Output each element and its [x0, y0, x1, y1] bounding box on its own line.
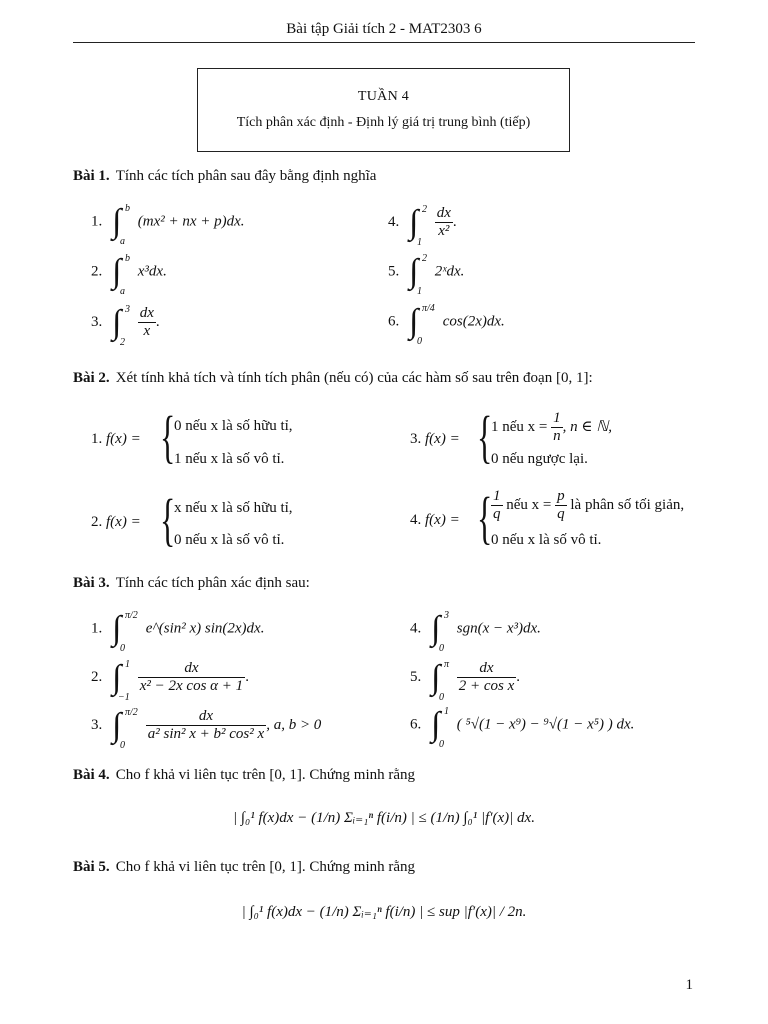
fraction: $\frac{dx}{x}$ [139, 305, 154, 340]
fraction: $\frac{dx}{\text{x²}}$ [436, 205, 451, 240]
case-1: 0 nếu x là số hữu tỉ, [174, 418, 293, 434]
b1-item-5 [388, 253, 465, 297]
upper-limit: 2 [422, 253, 427, 264]
lower-limit: 1 [417, 286, 422, 297]
integral-sign: ∫ [112, 203, 122, 240]
b3-text: Tính các tích phân xác định sau: [115, 575, 310, 591]
brace: { [160, 487, 176, 552]
integrand: x³dx. [137, 263, 167, 280]
b5-heading [73, 859, 415, 876]
integral-sign: ∫ [112, 253, 122, 290]
b1-item-4: 4. ∫ 2 1 $\frac{dx}{\text{x²}}$ . [388, 203, 457, 248]
lower-limit: 2 [120, 336, 125, 348]
b4-text: Cho f khả vi liên tục trên [0, 1]. Chứng minh rằng [115, 767, 416, 783]
b4-formula: | ∫₀¹ f(x)dx − (1/n) Σᵢ₌₁ⁿ f(i/n) | ≤ (1/n) ∫₀¹ |f′(x)| dx. [233, 810, 535, 826]
upper-limit: 2 [422, 203, 427, 215]
b1-item-1 [91, 203, 245, 247]
lower-limit: a [120, 286, 125, 297]
header-rule [73, 42, 695, 43]
integrand: (mx² + nx + p)dx. [137, 213, 245, 230]
b2-text: Xét tính khả tích và tính tích phân (nếu có) của các hàm số sau trên đoạn [0, 1]: [115, 370, 593, 386]
b5-label: Bài 5. [73, 859, 110, 875]
case-2: 0 nếu x là số vô tỉ. [174, 532, 285, 548]
integrand: 2ˣdx. [434, 263, 465, 280]
b3-item-2: 2. ∫ 1 −1 $\frac{dx}{\text{x² − 2x cos α + 1}}$ . [91, 658, 249, 703]
b1-item-3: 3. ∫ 3 2 $\frac{dx}{x}$ . [91, 303, 160, 348]
b2-item-3: 3. f(x) = [410, 431, 460, 447]
b2-heading [73, 370, 593, 387]
b3-item-3: 3. ∫ π/2 0 $\frac{dx}{\text{a² sin² x + b² cos² x}}$ , a, b > 0 [91, 706, 322, 751]
case-2: 0 nếu ngược lại. [491, 451, 588, 467]
brace: { [160, 404, 176, 469]
b3-item-4: 4. ∫ 3 0 sgn(x − x³)dx. [410, 610, 541, 654]
b3-label: Bài 3. [73, 575, 110, 591]
integral-sign: ∫ [409, 203, 419, 241]
item-number: 4. [388, 214, 400, 231]
upper-limit: 3 [125, 303, 130, 315]
b3-item-5: 5. ∫ π 0 $\frac{dx}{\text{2 + cos x}}$ . [410, 658, 521, 703]
page-header: Bài tập Giải tích 2 - MAT2303 6 [286, 21, 482, 37]
integral-sign: ∫ [409, 253, 419, 290]
b4-heading [73, 767, 415, 784]
item-number: 3. [91, 314, 103, 331]
brace: { [477, 404, 493, 469]
b1-heading [73, 168, 376, 185]
case-2: 0 nếu x là số vô tỉ. [491, 532, 602, 548]
b2-label: Bài 2. [73, 370, 110, 386]
lower-limit: a [120, 236, 125, 247]
b2-item-2: 2. f(x) = [91, 514, 141, 530]
b5-text: Cho f khả vi liên tục trên [0, 1]. Chứng minh rằng [115, 859, 416, 875]
lower-limit: 0 [417, 336, 422, 347]
b3-item-6: 6. ∫ 1 0 ( ⁵√(1 − x⁹) − ⁹√(1 − x⁵) ) dx. [410, 706, 635, 750]
item-number: 5. [388, 263, 400, 280]
integrand: cos(2x)dx. [442, 313, 505, 330]
title-box [197, 68, 570, 152]
case-1: 1 nếu x = $\frac{1}{n}$ , n ∈ ℕ, [491, 410, 612, 445]
b2-item-4: 4. f(x) = [410, 512, 460, 528]
upper-limit: π/4 [422, 303, 435, 314]
brace: { [477, 485, 493, 550]
b4-label: Bài 4. [73, 767, 110, 783]
lower-limit: 1 [417, 236, 422, 248]
upper-limit: b [125, 203, 130, 214]
case-2: 1 nếu x là số vô tỉ. [174, 451, 285, 467]
b1-text: Tính các tích phân sau đây bằng định nghĩa [115, 168, 377, 184]
topic-title: Tích phân xác định - Định lý giá trị trung bình (tiếp) [236, 115, 531, 130]
integral-sign: ∫ [112, 303, 122, 341]
upper-limit: b [125, 253, 130, 264]
case-1: x nếu x là số hữu tỉ, [174, 500, 293, 516]
b2-item-1: 1. f(x) = [91, 431, 141, 447]
item-number: 6. [388, 313, 400, 330]
b1-label: Bài 1. [73, 168, 110, 184]
page-number: 1 [685, 977, 693, 993]
b3-item-1: 1. ∫ π/2 0 e^(sin² x) sin(2x)dx. [91, 610, 265, 654]
item-number: 1. [91, 213, 103, 230]
b5-formula: | ∫₀¹ f(x)dx − (1/n) Σᵢ₌₁ⁿ f(i/n) | ≤ sup |f′(x)| / 2n. [241, 904, 527, 920]
item-number: 2. [91, 263, 103, 280]
b1-item-6 [388, 303, 505, 347]
case-1: $\frac{1}{q}$ nếu x = $\frac{p}{q}$ là phân số tối giản, [493, 488, 685, 523]
b1-item-2 [91, 253, 167, 297]
week-title: TUẦN 4 [357, 89, 410, 104]
b3-heading [73, 575, 310, 592]
integral-sign: ∫ [409, 303, 419, 340]
